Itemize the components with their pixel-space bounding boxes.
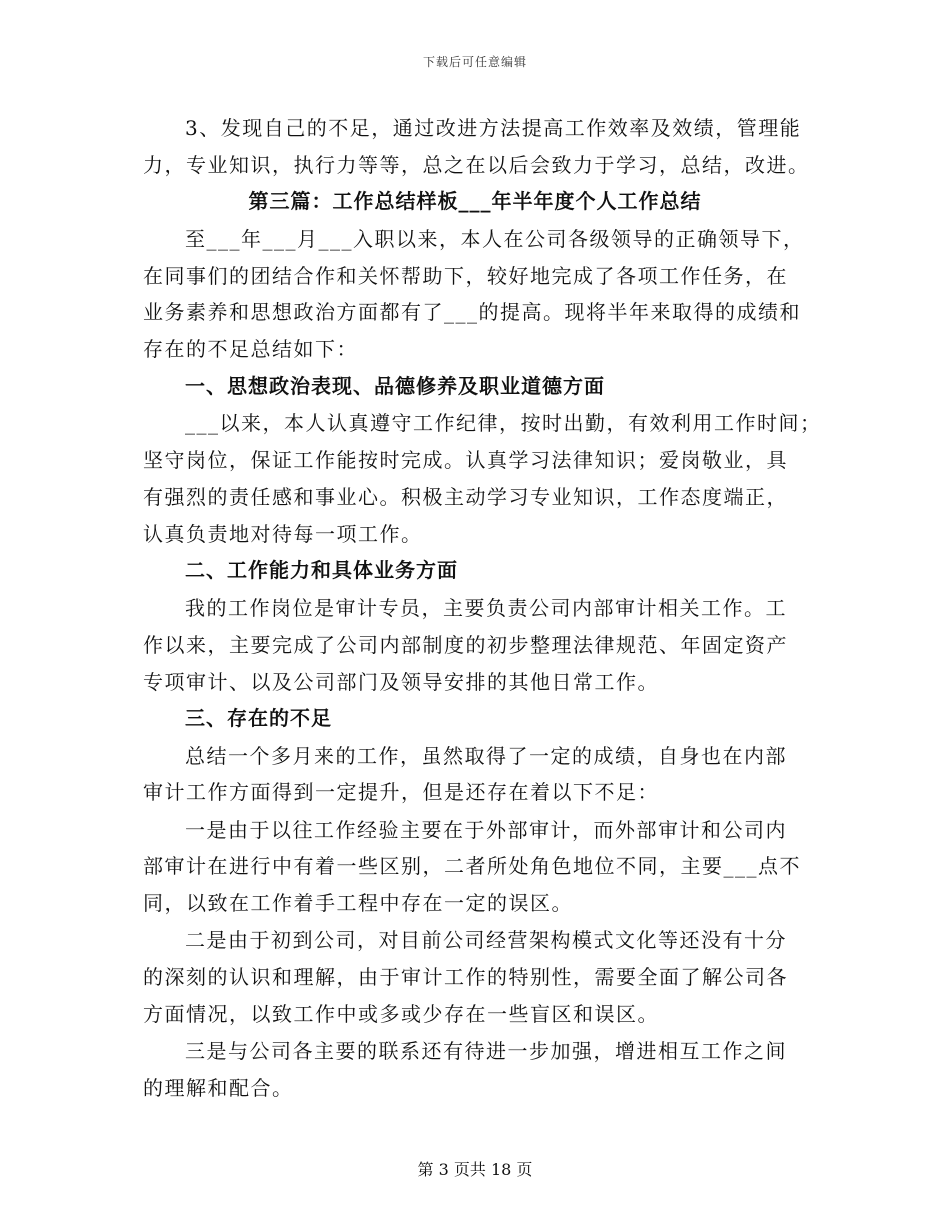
body-line: 存在的不足总结如下： [143, 337, 358, 361]
body-line: 至___年___月___入职以来，本人在公司各级领导的正确领导下， [185, 227, 805, 251]
page-footer: 第 3 页共 18 页 [417, 1160, 533, 1179]
subheading: 一、思想政治表现、品德修养及职业道德方面 [185, 374, 605, 398]
body-line: 审计工作方面得到一定提升，但是还存在着以下不足： [143, 780, 659, 804]
body-line: 方面情况，以致工作中或多或少存在一些盲区和误区。 [143, 1002, 659, 1026]
body-line: 二是由于初到公司，对目前公司经营架构模式文化等还没有十分 [185, 928, 787, 952]
body-line: 力，专业知识，执行力等等，总之在以后会致力于学习，总结，改进。 [143, 153, 810, 177]
subheading: 二、工作能力和具体业务方面 [185, 558, 458, 582]
body-line: 3、发现自己的不足，通过改进方法提高工作效率及效绩，管理能 [185, 116, 802, 140]
body-line: 认真负责地对待每一项工作。 [143, 522, 423, 546]
body-line: 的理解和配合。 [143, 1076, 294, 1100]
body-line: 有强烈的责任感和事业心。积极主动学习专业知识，工作态度端正， [143, 485, 788, 509]
body-line: 三是与公司各主要的联系还有待进一步加强，增进相互工作之间 [185, 1039, 787, 1063]
body-line: 同，以致在工作着手工程中存在一定的误区。 [143, 891, 573, 915]
page-header: 下载后可任意编辑 [422, 55, 527, 69]
subheading: 三、存在的不足 [185, 706, 332, 730]
body-line: 的深刻的认识和理解，由于审计工作的特别性，需要全面了解公司各 [143, 965, 788, 989]
section-title: 第三篇：工作总结样板___年半年度个人工作总结 [248, 189, 702, 213]
body-line: 作以来，主要完成了公司内部制度的初步整理法律规范、年固定资产 [143, 633, 788, 657]
body-line: 业务素养和思想政治方面都有了___的提高。现将半年来取得的成绩和 [143, 300, 801, 324]
body-line: 我的工作岗位是审计专员，主要负责公司内部审计相关工作。工 [185, 596, 787, 620]
body-line: 坚守岗位，保证工作能按时完成。认真学习法律知识；爱岗敬业，具 [143, 448, 788, 472]
body-line: 部审计在进行中有着一些区别，二者所处角色地位不同，主要___点不 [143, 854, 801, 878]
body-line: ___以来，本人认真遵守工作纪律，按时出勤，有效利用工作时间； [185, 411, 822, 435]
body-line: 在同事们的团结合作和关怀帮助下，较好地完成了各项工作任务，在 [143, 264, 788, 288]
body-line: 总结一个多月来的工作，虽然取得了一定的成绩，自身也在内部 [185, 744, 787, 768]
body-line: 专项审计、以及公司部门及领导安排的其他日常工作。 [143, 670, 659, 694]
body-line: 一是由于以往工作经验主要在于外部审计，而外部审计和公司内 [185, 818, 787, 842]
